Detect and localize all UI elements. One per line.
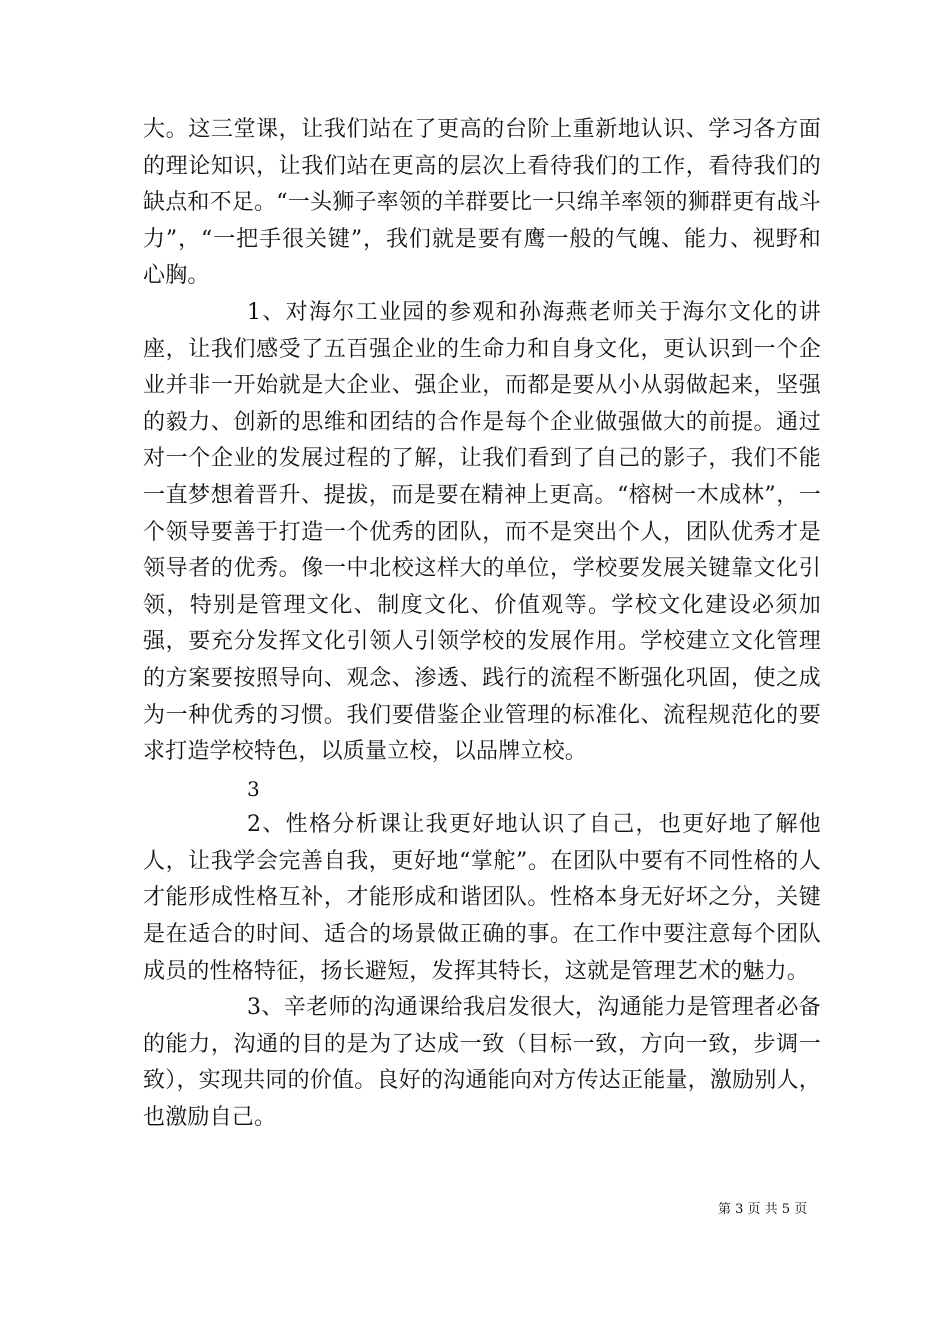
paragraph-point-3: 3、辛老师的沟通课给我启发很大，沟通能力是管理者必备的能力，沟通的目的是为了达成一致（目标一致，方向一致，步调一致），实现共同的价值。良好的沟通能向对方传达正能量，激励别人，也激励自己。 — [143, 995, 821, 1131]
paragraph-point-1: 1、对海尔工业园的参观和孙海燕老师关于海尔文化的讲座，让我们感受了五百强企业的生命力和自身文化，更认识到一个企业并非一开始就是大企业、强企业，而都是要从小从弱做起来，坚强的毅力、创新的思维和团结的合作是每个企业做强做大的前提。通过对一个企业的发展过程的了解，让我们看到了自己的影子，我们不能一直梦想着晋升、提拔，而是要在精神上更高。“榕树一木成林”，一个领导要善于打造一个优秀的团队，而不是突出个人，团队优秀才是领导者的优秀。像一中北校这样大的单位，学校要发展关键靠文化引领，特别是管理文化、制度文化、价值观等。学校文化建设必须加强，要充分发挥文化引领人引领学校的发展作用。学校建立文化管理的方案要按照导向、观念、渗透、践行的流程不断强化巩固，使之成为一种优秀的习惯。我们要借鉴企业管理的标准化、流程规范化的要求打造学校特色，以质量立校，以品牌立校。 — [143, 299, 821, 765]
page-footer: 第 3 页 共 5 页 — [718, 1202, 808, 1217]
document-body — [143, 112, 821, 1137]
paragraph-intro-continuation: 大。这三堂课，让我们站在了更高的台阶上重新地认识、学习各方面的理论知识，让我们站在更高的层次上看待我们的工作，看待我们的缺点和不足。“一头狮子率领的羊群要比一只绵羊率领的狮群更有战斗力”，“一把手很关键”，我们就是要有鹰一般的气魄、能力、视野和心胸。 — [143, 117, 821, 289]
inline-page-number: 3 — [247, 776, 260, 801]
paragraph-point-2: 2、性格分析课让我更好地认识了自己，也更好地了解他人，让我学会完善自我，更好地“掌舵”。在团队中要有不同性格的人才能形成性格互补，才能形成和谐团队。性格本身无好坏之分，关键是在适合的时间、适合的场景做正确的事。在工作中要注意每个团队成员的性格特征，扬长避短，发挥其特长，这就是管理艺术的魅力。 — [143, 812, 821, 984]
